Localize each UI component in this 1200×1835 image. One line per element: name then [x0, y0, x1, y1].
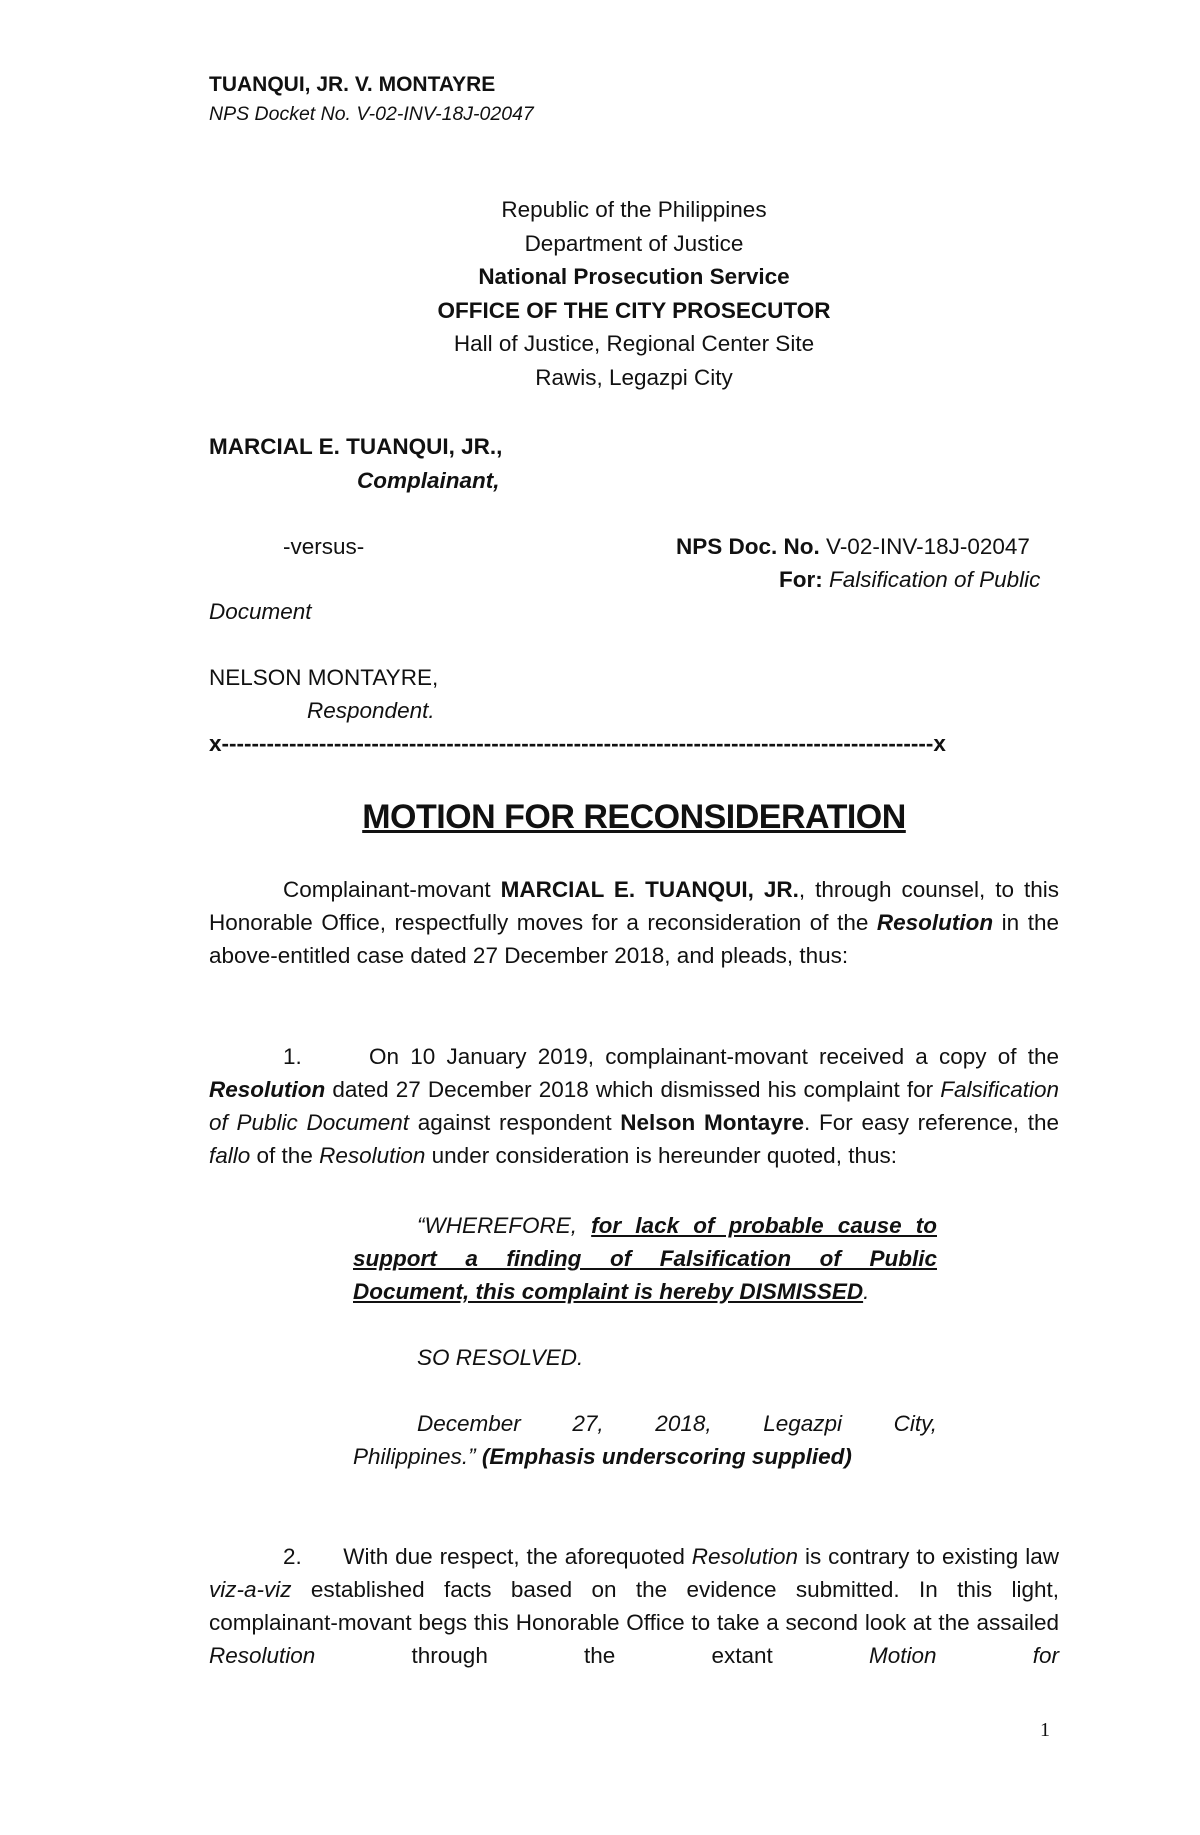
docket-reference: NPS Docket No. V-02-INV-18J-02047 [209, 103, 534, 125]
paragraph-2-number: 2. [283, 1544, 302, 1569]
quote-dateline [353, 1407, 937, 1473]
quote-line-3 [353, 1275, 937, 1308]
intro-movant-name: MARCIAL E. TUANQUI, JR. [500, 877, 799, 902]
intro-resolution: Resolution [876, 910, 994, 935]
case-title: TUANQUI, JR. V. MONTAYRE [209, 73, 496, 96]
quote-date-line-2-text: Philippines.” [353, 1444, 476, 1469]
motion-title: MOTION FOR RECONSIDERATION [362, 798, 906, 836]
intro-text-3: in the above-entitled case dated 27 December 2018, and pleads, thus: [209, 910, 1060, 968]
p1-resolution-2: Resolution [319, 1143, 426, 1168]
p2-text-d: through the extant [315, 1643, 870, 1668]
doc-number-label: NPS Doc. No. [676, 534, 820, 559]
quote-underlined-2: support a finding of Falsification of Public [353, 1246, 937, 1271]
p1-text-f: under consideration is hereunder quoted, thus: [425, 1143, 897, 1168]
p1-text-d: . For easy reference, the [804, 1110, 1059, 1135]
respondent-role: Respondent. [307, 698, 435, 723]
p1-text-c: against respondent [409, 1110, 621, 1135]
quote-line-1 [353, 1209, 937, 1242]
quote-underlined-3: Document, this complaint is hereby DISMISSED [353, 1279, 864, 1304]
caption-separator: x-----------------------------------------------------------------------------------------------x [209, 731, 946, 756]
p2-text-b: is contrary to existing law [798, 1544, 1059, 1569]
office-line-prosecutor: OFFICE OF THE CITY PROSECUTOR [437, 297, 831, 323]
offense-line [779, 563, 1040, 596]
p1-resolution: Resolution [209, 1077, 326, 1102]
complainant-name: MARCIAL E. TUANQUI, JR., [209, 434, 503, 459]
office-line-hall: Hall of Justice, Regional Center Site [453, 331, 815, 356]
for-value-continued: Document [209, 599, 312, 624]
respondent-name: NELSON MONTAYRE, [209, 665, 439, 690]
versus-label: -versus- [283, 534, 365, 559]
paragraph-2 [209, 1540, 1059, 1672]
office-line-address: Rawis, Legazpi City [535, 364, 733, 390]
intro-text-1: Complainant-movant [283, 877, 501, 902]
doc-number [676, 530, 1030, 563]
p2-viz: viz-a-viz [209, 1577, 292, 1602]
emphasis-note: (Emphasis underscoring supplied) [481, 1444, 852, 1469]
running-header [209, 70, 534, 128]
for-label: For: [779, 567, 823, 592]
p1-text-a: On 10 January 2019, complainant-movant received a copy of the [369, 1044, 1059, 1069]
intro-text-2: , through counsel, to this Honorable Office, respectfully moves for a reconsideration of the [209, 877, 1059, 935]
complainant-role: Complainant, [357, 468, 500, 493]
quote-date-line-2 [353, 1440, 937, 1473]
p2-resolution-2: Resolution [209, 1643, 316, 1668]
quote-date-line-1: December 27, 2018, Legazpi City, [417, 1411, 937, 1436]
paragraph-1 [209, 1040, 1059, 1172]
office-heading [209, 193, 1059, 394]
so-resolved: SO RESOLVED. [417, 1345, 584, 1370]
p2-text-c: established facts based on the evidence submitted. In this light, complainant-movant begs this Honorable Office to take a second look at the assailed [209, 1577, 1059, 1635]
quote-underlined-1: for lack of probable cause to [591, 1213, 937, 1238]
p1-fallo: fallo [209, 1143, 251, 1168]
p1-text-e: of the [250, 1143, 320, 1168]
for-value: Falsification of Public [829, 567, 1041, 592]
p2-text-a: With due respect, the aforequoted [343, 1544, 692, 1569]
paragraph-1-number: 1. [283, 1044, 302, 1069]
office-line-nps: National Prosecution Service [478, 264, 790, 289]
p1-offense: Falsification of Public Document [209, 1077, 1059, 1135]
office-line-department: Department of Justice [524, 230, 744, 256]
p2-motion: Motion for [869, 1643, 1060, 1668]
quote-close: . [863, 1279, 870, 1304]
intro-paragraph [209, 873, 1059, 972]
p1-text-b: dated 27 December 2018 which dismissed his complaint for [325, 1077, 941, 1102]
quoted-fallo [353, 1209, 937, 1308]
office-line-republic: Republic of the Philippines [501, 197, 767, 222]
page-number: 1 [1040, 1719, 1050, 1741]
p2-resolution: Resolution [691, 1544, 799, 1569]
quote-open: “WHEREFORE, [417, 1213, 592, 1238]
p1-respondent: Nelson Montayre [620, 1110, 805, 1135]
doc-number-value: V-02-INV-18J-02047 [826, 534, 1030, 559]
